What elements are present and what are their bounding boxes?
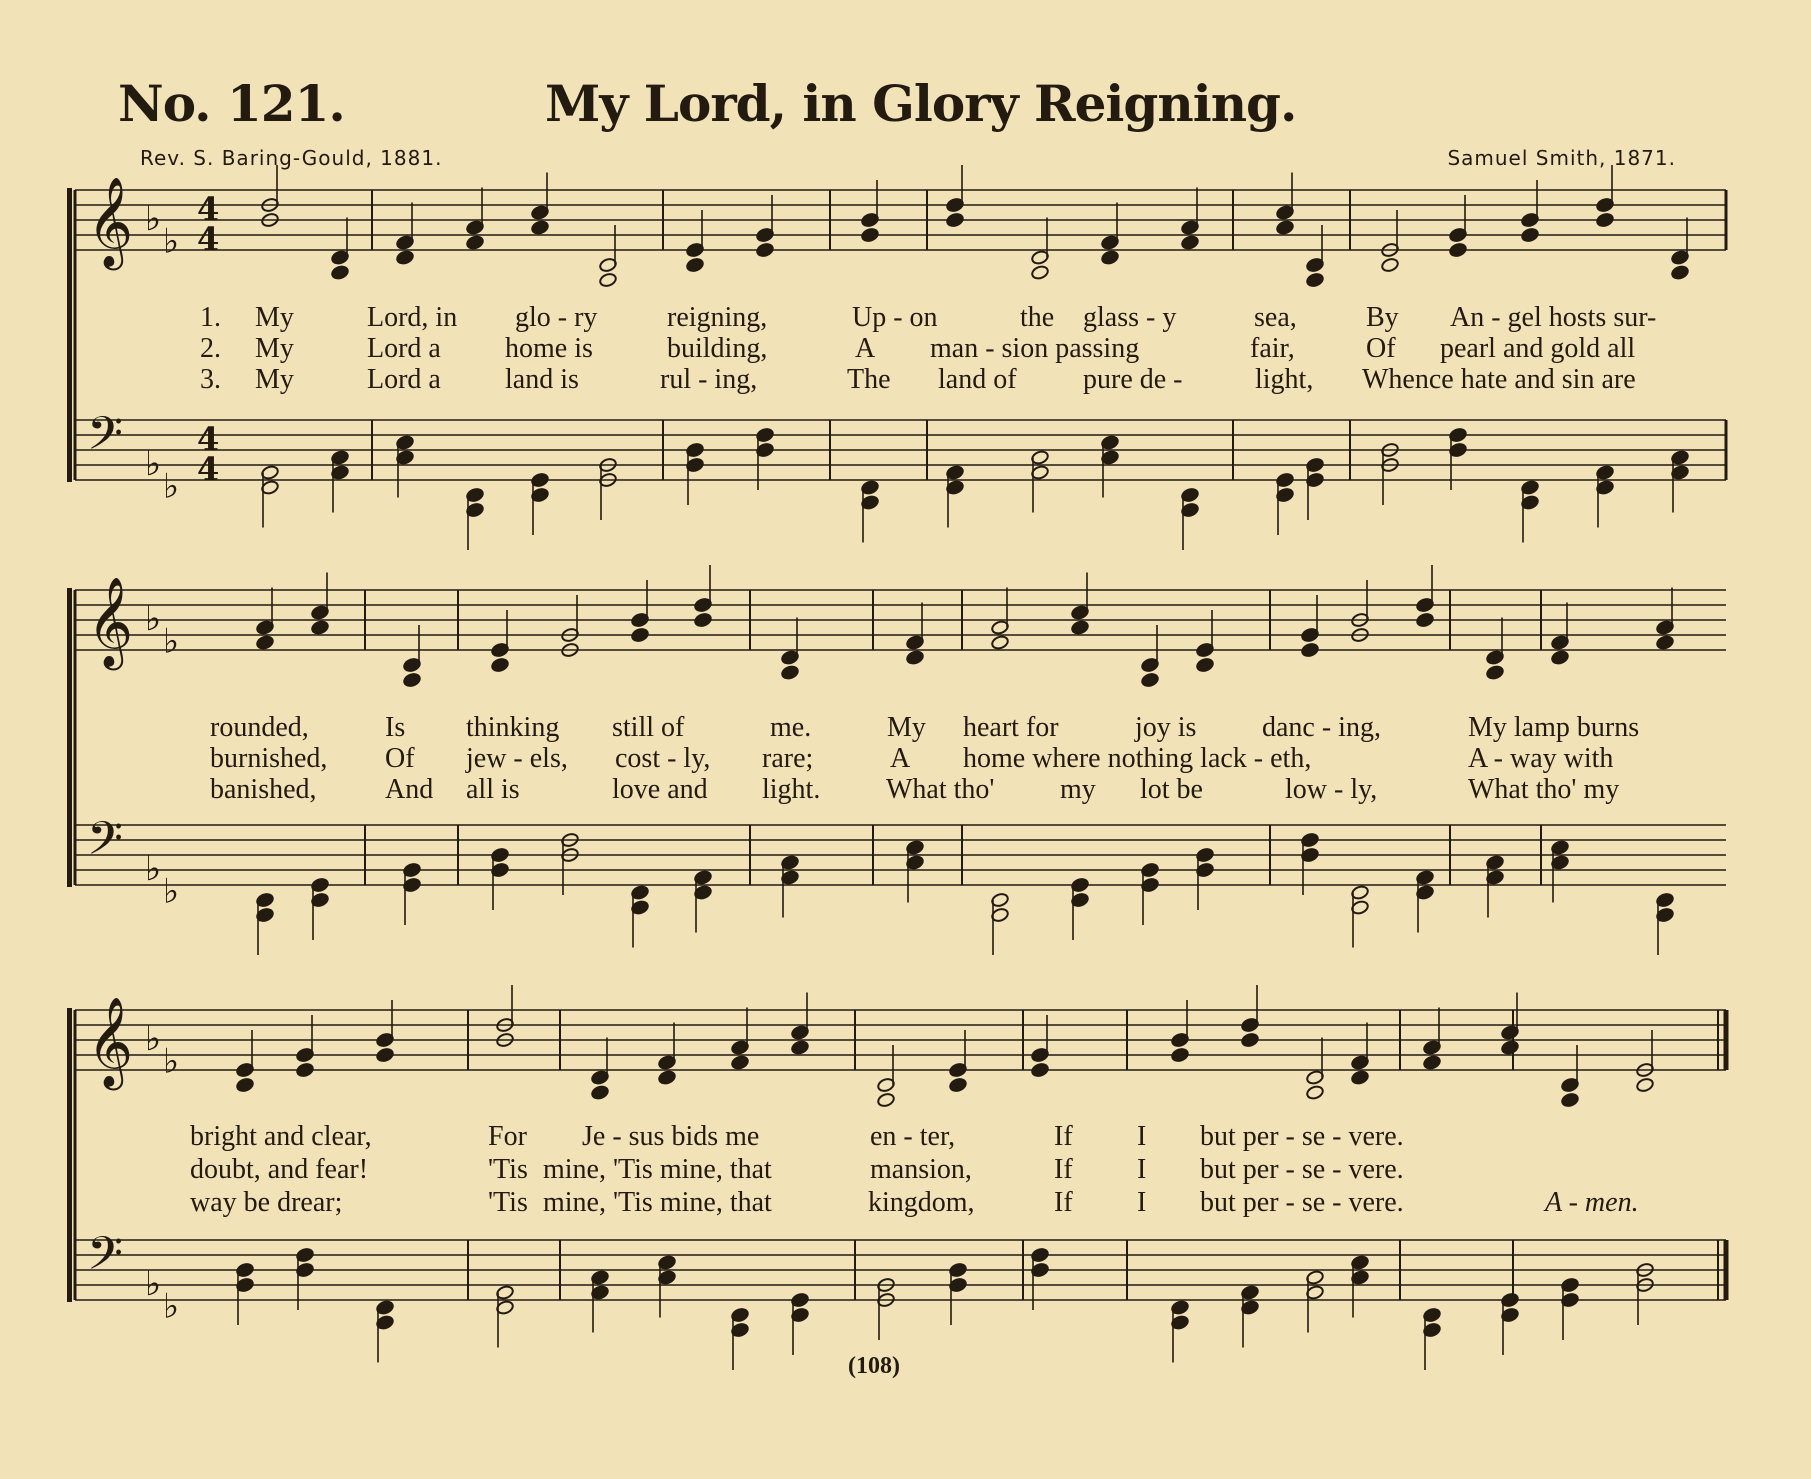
lyric: Up - on xyxy=(852,302,938,333)
lyric: If xyxy=(1054,1187,1073,1218)
lyric: My lamp burns xyxy=(1468,712,1640,743)
lyric-line-s1-v1 xyxy=(0,302,1811,334)
lyric: lot be xyxy=(1140,774,1203,805)
lyric: My xyxy=(255,302,294,333)
lyric: Je - sus bids me xyxy=(582,1121,760,1152)
note-head xyxy=(1351,1070,1370,1086)
flat-icon: ♭ xyxy=(145,849,162,889)
lyric: cost - ly, xyxy=(615,743,711,774)
lyric: mansion, xyxy=(870,1154,972,1185)
note-head xyxy=(1636,1077,1655,1093)
lyric: My xyxy=(887,712,926,743)
note-head xyxy=(991,635,1010,651)
lyric: home is xyxy=(505,333,593,364)
lyric-line-s2-v3 xyxy=(0,774,1811,806)
lyric: man - sion passing xyxy=(930,333,1140,364)
lyric: land of xyxy=(938,364,1017,395)
lyric: Whence hate and sin are xyxy=(1362,364,1636,395)
note-head xyxy=(631,627,650,643)
note-head xyxy=(1306,272,1325,288)
lyric: rul - ing, xyxy=(660,364,758,395)
lyric: love and xyxy=(612,774,708,805)
flat-icon: ♭ xyxy=(145,1264,162,1304)
note-head xyxy=(861,227,880,243)
lyric: I xyxy=(1137,1187,1147,1218)
lyric: An - gel hosts sur- xyxy=(1450,302,1657,333)
bass-clef-icon: 𝄢 xyxy=(87,1227,124,1292)
lyric: Lord, in xyxy=(367,302,458,333)
note-head xyxy=(1031,1062,1050,1078)
lyric: fair, xyxy=(1250,333,1295,364)
note-head xyxy=(1423,1055,1442,1071)
lyric: my xyxy=(1060,774,1096,805)
lyric: And xyxy=(385,774,434,805)
lyric: banished, xyxy=(210,774,317,805)
lyric: bright and clear, xyxy=(190,1121,372,1152)
note-head xyxy=(1031,265,1050,281)
note-head xyxy=(1101,250,1120,266)
lyric: kingdom, xyxy=(868,1187,975,1218)
lyric: If xyxy=(1054,1121,1073,1152)
lyric-line-s3-v2 xyxy=(0,1154,1811,1186)
time-signature-bottom: 4 xyxy=(197,450,220,488)
lyric: 'Tis xyxy=(488,1187,528,1218)
note-head xyxy=(1551,650,1570,666)
bass-clef-icon: 𝄢 xyxy=(87,407,124,472)
note-head xyxy=(1276,220,1295,236)
flat-icon: ♭ xyxy=(163,466,180,507)
lyric: What tho' my xyxy=(1468,774,1620,805)
note-head xyxy=(1306,1085,1325,1101)
lyric: A xyxy=(890,743,911,774)
lyric: A xyxy=(855,333,876,364)
note-head xyxy=(376,1047,395,1063)
note-head xyxy=(756,242,775,258)
flat-icon: ♭ xyxy=(163,221,180,262)
note-head xyxy=(1501,1040,1520,1056)
lyric: If xyxy=(1054,1154,1073,1185)
bass-clef-icon: 𝄢 xyxy=(87,812,124,877)
lyric: land is xyxy=(505,364,579,395)
flat-icon: ♭ xyxy=(145,444,162,484)
note-head xyxy=(1671,265,1690,281)
author-credit: Rev. S. Baring-Gould, 1881. xyxy=(140,146,443,170)
page-number: (108) xyxy=(848,1353,900,1379)
note-head xyxy=(906,650,925,666)
note-head xyxy=(311,620,330,636)
flat-icon: ♭ xyxy=(145,1019,162,1059)
note-head xyxy=(331,265,350,281)
lyric: home where nothing lack - eth, xyxy=(963,743,1312,774)
lyric-line-s3-v3 xyxy=(0,1187,1811,1219)
lyric: jew - els, xyxy=(466,743,568,774)
lyric: sea, xyxy=(1254,302,1297,333)
note-head xyxy=(731,1055,750,1071)
lyric: mine, 'Tis mine, that xyxy=(543,1154,772,1185)
lyric: What tho' xyxy=(886,774,995,805)
note-head xyxy=(686,257,705,273)
lyric: Is xyxy=(385,712,406,743)
note-head xyxy=(599,272,618,288)
lyric: pure de - xyxy=(1083,364,1183,395)
lyric: 1. xyxy=(200,302,221,333)
lyric: glass - y xyxy=(1083,302,1177,333)
lyric: heart for xyxy=(963,712,1059,743)
lyric: rounded, xyxy=(210,712,309,743)
lyric: low - ly, xyxy=(1285,774,1378,805)
flat-icon: ♭ xyxy=(163,1286,180,1327)
lyric: danc - ing, xyxy=(1262,712,1381,743)
note-head xyxy=(1449,242,1468,258)
lyric: 2. xyxy=(200,333,221,364)
note-head xyxy=(694,612,713,628)
lyric: light. xyxy=(762,774,821,805)
lyric: Of xyxy=(385,743,415,774)
flat-icon: ♭ xyxy=(145,199,162,239)
lyric: Lord a xyxy=(367,364,441,395)
lyric: me. xyxy=(770,712,812,743)
note-head xyxy=(1416,612,1435,628)
lyric-line-s1-v3 xyxy=(0,364,1811,396)
note-head xyxy=(1301,642,1320,658)
hymn-title: My Lord, in Glory Reigning. xyxy=(545,74,1297,133)
lyric: My xyxy=(255,364,294,395)
lyric: pearl and gold all xyxy=(1440,333,1636,364)
note-head xyxy=(1171,1047,1190,1063)
lyric-line-s2-v2 xyxy=(0,743,1811,775)
note-head xyxy=(531,220,550,236)
lyric: 'Tis xyxy=(488,1154,528,1185)
note-head xyxy=(1381,257,1400,273)
note-head xyxy=(1521,227,1540,243)
time-signature-top: 4 xyxy=(197,420,220,458)
note-head xyxy=(396,250,415,266)
treble-clef-icon: 𝄞 xyxy=(87,177,134,267)
lyric: A - men. xyxy=(1545,1187,1639,1218)
lyric: I xyxy=(1137,1121,1147,1152)
time-signature-bottom: 4 xyxy=(197,220,220,258)
lyric: The xyxy=(847,364,891,395)
lyric: en - ter, xyxy=(870,1121,956,1152)
lyric: but per - se - vere. xyxy=(1200,1187,1404,1218)
note-head xyxy=(491,657,510,673)
note-head xyxy=(781,665,800,681)
note-head xyxy=(949,1077,968,1093)
lyric: all is xyxy=(466,774,520,805)
note-head xyxy=(1561,1092,1580,1108)
note-head xyxy=(791,1040,810,1056)
note-head xyxy=(658,1070,677,1086)
note-head xyxy=(236,1077,255,1093)
lyric-line-s3-v1 xyxy=(0,1121,1811,1153)
treble-clef-icon: 𝄞 xyxy=(87,577,134,667)
note-head xyxy=(1071,620,1090,636)
lyric: mine, 'Tis mine, that xyxy=(543,1187,772,1218)
hymn-number: No. 121. xyxy=(118,74,345,133)
lyric: Of xyxy=(1366,333,1396,364)
note-head xyxy=(1196,657,1215,673)
lyric: I xyxy=(1137,1154,1147,1185)
flat-icon: ♭ xyxy=(163,871,180,912)
lyric: My xyxy=(255,333,294,364)
flat-icon: ♭ xyxy=(163,621,180,662)
lyric: rare; xyxy=(762,743,814,774)
note-head xyxy=(403,672,422,688)
lyric: reigning, xyxy=(667,302,768,333)
lyric: the xyxy=(1020,302,1055,333)
lyric: doubt, and fear! xyxy=(190,1154,369,1185)
lyric: but per - se - vere. xyxy=(1200,1121,1404,1152)
note-head xyxy=(256,635,275,651)
time-signature-top: 4 xyxy=(197,190,220,228)
lyric-line-s2-v1 xyxy=(0,712,1811,744)
lyric: glo - ry xyxy=(515,302,598,333)
lyric: but per - se - vere. xyxy=(1200,1154,1404,1185)
note-head xyxy=(1656,635,1675,651)
lyric: 3. xyxy=(200,364,221,395)
lyric: thinking xyxy=(466,712,560,743)
note-head xyxy=(946,212,965,228)
lyric: light, xyxy=(1255,364,1314,395)
note-head xyxy=(466,235,485,251)
lyric: way be drear; xyxy=(190,1187,343,1218)
lyric-line-s1-v2 xyxy=(0,333,1811,365)
treble-clef-icon: 𝄞 xyxy=(87,997,134,1087)
lyric: still of xyxy=(612,712,685,743)
lyric: By xyxy=(1366,302,1399,333)
note-head xyxy=(1486,665,1505,681)
note-head xyxy=(1181,235,1200,251)
note-head xyxy=(591,1085,610,1101)
lyric: burnished, xyxy=(210,743,328,774)
lyric: joy is xyxy=(1135,712,1197,743)
lyric: A - way with xyxy=(1468,743,1614,774)
note-head xyxy=(296,1062,315,1078)
flat-icon: ♭ xyxy=(145,599,162,639)
lyric: Lord a xyxy=(367,333,441,364)
lyric: For xyxy=(488,1121,527,1152)
composer-credit: Samuel Smith, 1871. xyxy=(1447,146,1676,170)
note-head xyxy=(877,1092,896,1108)
note-head xyxy=(1141,672,1160,688)
lyric: building, xyxy=(667,333,768,364)
note-head xyxy=(1241,1032,1260,1048)
note-head xyxy=(1596,212,1615,228)
flat-icon: ♭ xyxy=(163,1041,180,1082)
